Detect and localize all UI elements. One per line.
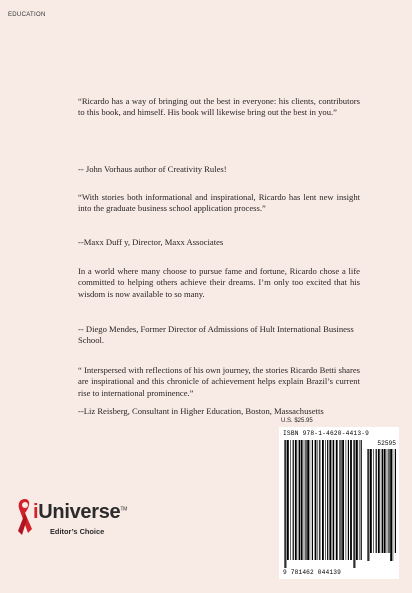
isbn-text: ISBN 978-1-4620-4413-9	[283, 430, 370, 437]
barcode-bar	[285, 440, 286, 568]
barcode-bar	[332, 440, 333, 560]
barcode-bar	[315, 440, 317, 560]
ean-barcode-bars	[284, 440, 364, 568]
barcode-bar	[293, 440, 294, 560]
barcode-bar	[312, 440, 313, 560]
blurb-attribution: -- Diego Mendes, Former Director of Admissions of Hult International Business School.	[78, 324, 354, 346]
ean-digits: 9 781462 044139	[283, 569, 341, 576]
barcode-bar	[353, 440, 354, 568]
barcode-bar	[295, 440, 297, 560]
blurb-quote: “ Interspersed with reflections of his own journey, the stories Ricardo Betti shares are inspirational and this chronicle of achievement helps explain Brazil’s current rise to international prominence.”	[78, 365, 360, 398]
barcode-bar	[359, 440, 360, 560]
blurb-quote: “With stories both informational and inspirational, Ricardo has lent new insight into the graduate business school application process.”	[78, 192, 360, 214]
barcode-bar	[339, 440, 340, 560]
barcode-bar	[333, 440, 334, 560]
barcode-bar	[368, 449, 369, 561]
barcode-bar	[284, 440, 285, 568]
barcode-bar	[298, 440, 299, 560]
price-label: U.S. $25.95	[281, 418, 313, 424]
blurb-quote: “Ricardo has a way of bringing out the best in everyone: his clients, contributors to this book, and himself. His book will likewise bring out the best in you.”	[78, 96, 360, 118]
blurb-attribution: --Liz Reisberg, Consultant in Higher Education, Boston, Massachusetts	[78, 406, 324, 416]
barcode-bar	[340, 440, 341, 560]
price-code: 52595	[377, 440, 396, 447]
blurb-quote: In a world where many choose to pursue fame and fortune, Ricardo chose a life committed to helping others achieve their dreams. I’m only too excited that his wisdom is now available to so many.	[78, 266, 360, 299]
barcode-bar	[373, 449, 374, 553]
barcode-bar	[381, 449, 382, 553]
barcode-bar	[299, 440, 300, 560]
barcode-bar	[290, 440, 291, 560]
addon-barcode-bars	[367, 449, 397, 561]
barcode-bar	[329, 440, 331, 560]
barcode-bar	[354, 440, 355, 568]
barcode-bar	[325, 440, 326, 560]
publisher-name: iUniverse™	[33, 501, 127, 523]
barcode-bar	[322, 440, 324, 560]
blurb-attribution: --Maxx Duff y, Director, Maxx Associates	[78, 237, 224, 247]
barcode-bar	[387, 449, 388, 553]
barcode-bar	[348, 440, 349, 560]
barcode-bar	[307, 440, 309, 560]
barcode-bar	[393, 449, 394, 561]
barcode-bar	[356, 440, 358, 560]
blurb-attribution: -- John Vorhaus author of Creativity Rules!	[78, 164, 227, 174]
publisher-tagline: Editor’s Choice	[50, 527, 105, 536]
barcode-bar	[342, 440, 344, 560]
barcode-bar	[305, 440, 306, 560]
barcode-bar	[350, 440, 352, 560]
barcode-bar	[327, 440, 328, 560]
category-label: EDUCATION	[8, 12, 46, 18]
barcode-bar	[319, 440, 320, 560]
barcode-bar	[318, 440, 319, 560]
isbn-barcode	[279, 427, 399, 579]
barcode-bar	[287, 440, 289, 560]
barcode-bar	[384, 449, 386, 553]
barcode-bar	[378, 449, 380, 553]
barcode-bar	[390, 449, 392, 561]
barcode-bar	[336, 440, 338, 560]
barcode-bar	[304, 440, 305, 560]
barcode-bar	[346, 440, 347, 560]
barcode-bar	[370, 449, 372, 553]
barcode-bar	[376, 449, 377, 553]
barcode-bar	[388, 449, 389, 553]
barcode-bar	[382, 449, 383, 553]
barcode-bar	[361, 440, 362, 560]
barcode-bar	[310, 440, 311, 560]
barcode-bar	[301, 440, 303, 560]
barcode-bar	[367, 449, 368, 561]
barcode-bar	[395, 449, 396, 553]
